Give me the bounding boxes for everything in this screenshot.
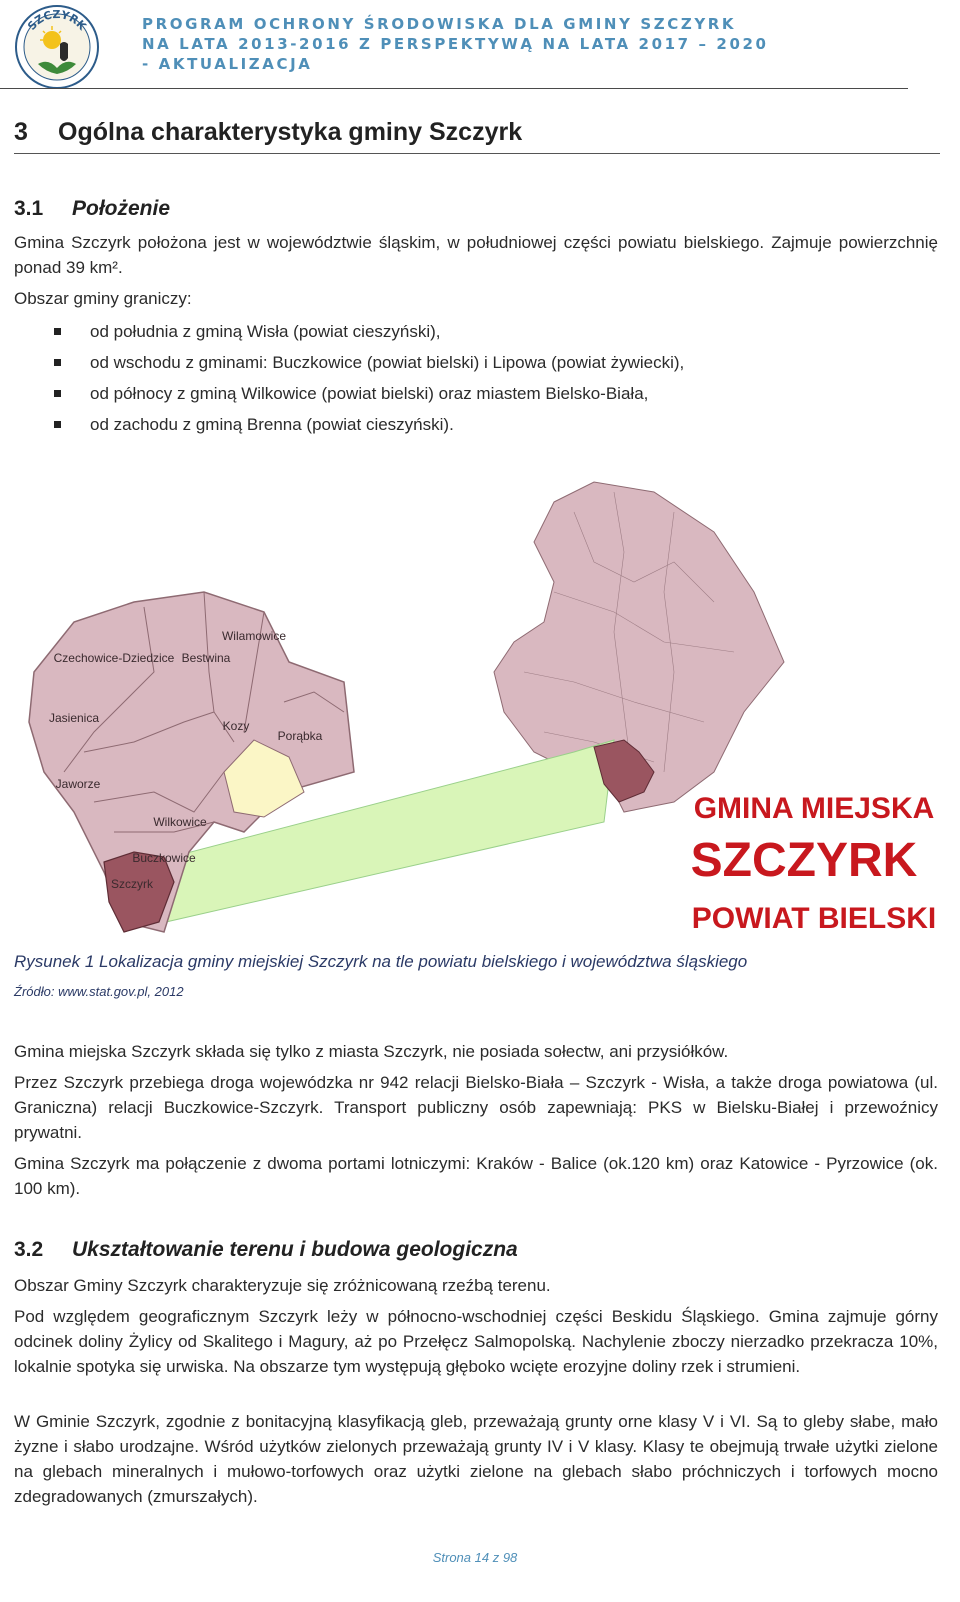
list-item: od północy z gminą Wilkowice (powiat bielski) oraz miastem Bielsko-Biała, xyxy=(50,378,684,409)
terrain-paragraph-1: Obszar Gminy Szczyrk charakteryzuje się zróżnicowaną rzeźbą terenu. xyxy=(14,1276,551,1295)
page-number: Strona 14 z 98 xyxy=(432,1550,518,1565)
list-item: od wschodu z gminami: Buczkowice (powiat bielski) i Lipowa (powiat żywiecki), xyxy=(50,347,684,378)
section-title: Ukształtowanie terenu i budowa geologiczna xyxy=(72,1238,518,1261)
body-paragraph-1: Gmina miejska Szczyrk składa się tylko z miasta Szczyrk, nie posiada sołectw, ani przysiółków. xyxy=(14,1042,729,1061)
map-label: Czechowice-Dziedzice xyxy=(53,651,175,665)
chapter-heading xyxy=(14,118,940,154)
logo-text: SZCZYRK xyxy=(25,7,89,33)
body-paragraph-2: Przez Szczyrk przebiega droga wojewódzka nr 942 relacji Bielsko-Biała – Szczyrk - Wisła, a także droga powiatowa (ul. Graniczna) relacji Buczkowice-Szczyrk. Transport publiczny osób zapewniają: PKS w Bielsku-Białej i przewoźnicy prywatni. xyxy=(14,1073,938,1142)
szczyrk-logo xyxy=(14,4,100,90)
header-line-3: - AKTUALIZACJA xyxy=(142,55,313,73)
terrain-paragraph-2: Pod względem geograficznym Szczyrk leży w północno-wschodniej części Beskidu Śląskiego. Gmina zajmuje górny odcinek doliny Żylicy od Skalitego i Magury, aż po Przełęcz Salmopolską. Nachylenie zboczy nierzadko przekracza 10%, lokalnie spotyka się urwiska. Na obszarze tym występują głęboko wcięte erozyjne doliny rzek i strumieni. xyxy=(14,1307,938,1376)
body-paragraph-3: Gmina Szczyrk ma połączenie z dwoma portami lotniczymi: Kraków - Balice (ok.120 km) oraz Katowice - Pyrzowice (ok. 100 km). xyxy=(14,1154,938,1198)
location-map xyxy=(14,472,940,944)
header-divider xyxy=(0,88,908,89)
terrain-paragraph-3: W Gminie Szczyrk, zgodnie z bonitacyjną klasyfikacją gleb, przeważają grunty orne klasy V i VI. Są to gleby słabe, mało żyzne i słabo urodzajne. Wśród użytków zielonych przeważają grunty IV i V klasy. Klasy te obejmują trwałe użytki zielone na glebach mineralnych i mułowo-torfowych oraz użytki zielone na glebach słabo próchniczych i torfowych mocno zdegradowanych (zmurszałych). xyxy=(14,1412,938,1506)
map-label: Jasienica xyxy=(48,711,100,725)
borders-list xyxy=(50,316,684,440)
figure-source: Źródło: www.stat.gov.pl, 2012 xyxy=(14,984,184,999)
header-line-1: PROGRAM OCHRONY ŚRODOWISKA DLA GMINY SZCZYRK xyxy=(142,15,737,33)
map-label: Jaworze xyxy=(55,777,101,791)
map-label: Szczyrk xyxy=(111,877,153,891)
map-label: Wilamowice xyxy=(221,629,287,643)
borders-intro: Obszar gminy graniczy: xyxy=(14,289,192,308)
location-paragraph: Gmina Szczyrk położona jest w województwie śląskim, w południowej części powiatu bielskiego. Zajmuje powierzchnię ponad 39 km². xyxy=(14,233,938,277)
map-label: Buczkowice xyxy=(132,851,196,865)
map-label: Porąbka xyxy=(277,729,323,743)
map-title-line-3: POWIAT BIELSKI xyxy=(691,902,937,935)
header-line-2: NA LATA 2013-2016 Z PERSPEKTYWĄ NA LATA 2017 – 2020 xyxy=(142,35,769,53)
list-item: od zachodu z gminą Brenna (powiat cieszyński). xyxy=(50,409,684,440)
section-heading-3-2 xyxy=(14,1238,518,1262)
list-item: od południa z gminą Wisła (powiat cieszyński), xyxy=(50,316,684,347)
section-heading-3-1 xyxy=(14,197,170,221)
figure-caption: Rysunek 1 Lokalizacja gminy miejskiej Szczyrk na tle powiatu bielskiego i województwa śląskiego xyxy=(14,952,748,971)
section-title: Położenie xyxy=(72,197,171,220)
document-header xyxy=(142,14,769,74)
map-title-line-2: SZCZYRK xyxy=(690,834,918,887)
section-number: 3.2 xyxy=(14,1238,44,1261)
map-label: Kozy xyxy=(222,719,250,733)
chapter-number: 3 xyxy=(14,118,28,146)
map-label: Wilkowice xyxy=(153,815,207,829)
map-title-line-1: GMINA MIEJSKA xyxy=(693,792,935,825)
chapter-title: Ogólna charakterystyka gminy Szczyrk xyxy=(58,118,523,146)
map-label: Bestwina xyxy=(181,651,231,665)
section-number: 3.1 xyxy=(14,197,44,220)
